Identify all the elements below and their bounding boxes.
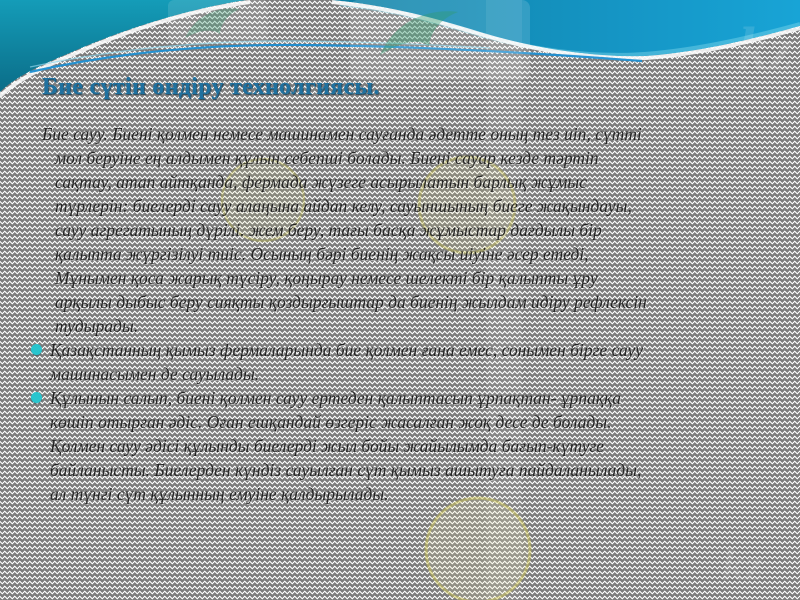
bullet-icon <box>31 344 42 355</box>
text-line: байланысты. Биелерден күндіз сауылған сүт қымыз ашытуға пайдаланылады, <box>50 460 642 480</box>
text-line: көшіп отырған әдіс. Оған ешқандай өзгеріс жасалған жоқ десе де болады. <box>50 412 612 432</box>
text-line: сақтау, атап айтқанда, фермада жүзеге асырылатын барлық жұмыс <box>55 172 588 192</box>
bullet-icon <box>31 392 42 403</box>
text-line: Қазақстанның қымыз фермаларында бие қолмен ғана емес, сонымен бірге сауу <box>50 340 643 360</box>
slide-title: Бие сүтін өндіру технолгиясы. <box>42 74 380 100</box>
text-line: Құлынын салып, биені қолмен сауу ертеден қалыптасып ұрпақтан- ұрпаққа <box>50 388 622 408</box>
kz-watermark-top: kz <box>738 16 794 84</box>
kz-watermark-bottom: kz <box>722 539 763 590</box>
text-line: тудырады. <box>55 316 139 336</box>
bullet-item-machine-milking <box>50 338 790 386</box>
watermark-circle-3 <box>426 498 530 600</box>
text-line: ал түнгі сүт құлынның емуіне қалдырылады. <box>50 484 389 504</box>
text-line: Қолмен сауу әдісі құлынды биелерді жыл бойы жайылымда бағып-күтуге <box>50 436 605 456</box>
text-line: арқылы дыбыс беру сияқты қоздырғыштар да биенің жылдам идіру рефлексін <box>55 292 647 312</box>
paragraph-milking <box>42 122 790 338</box>
slide-body <box>30 122 790 506</box>
bullet-item-hand-milking <box>50 386 790 506</box>
text-line: Бие сауу. Биені қолмен немесе машинамен сауғанда әдетте оның тез иіп, сүтті <box>42 124 642 144</box>
text-line: машинасымен де сауылады. <box>50 364 260 384</box>
text-line: түрлерін: биелерді сауу алаңына айдап келу, сауыншының биеге жақындауы, <box>55 196 632 216</box>
text-line: мол беруіне ең алдымен құлын себепші болады. Биені сауар кезде тәртіп <box>55 148 599 168</box>
text-line: сауу агрегатының дүрілі. жем беру, тағы басқа жұмыстар дағдылы бір <box>55 220 602 240</box>
text-line: қалыпта жүргізілуі тиіс. Осының бәрі биенің жақсы иіуіне әсер етеді, <box>55 244 589 264</box>
text-line: Мұнымен қоса жарық түсіру, қоңырау немесе шелекті бір қалыпты ұру <box>55 268 598 288</box>
